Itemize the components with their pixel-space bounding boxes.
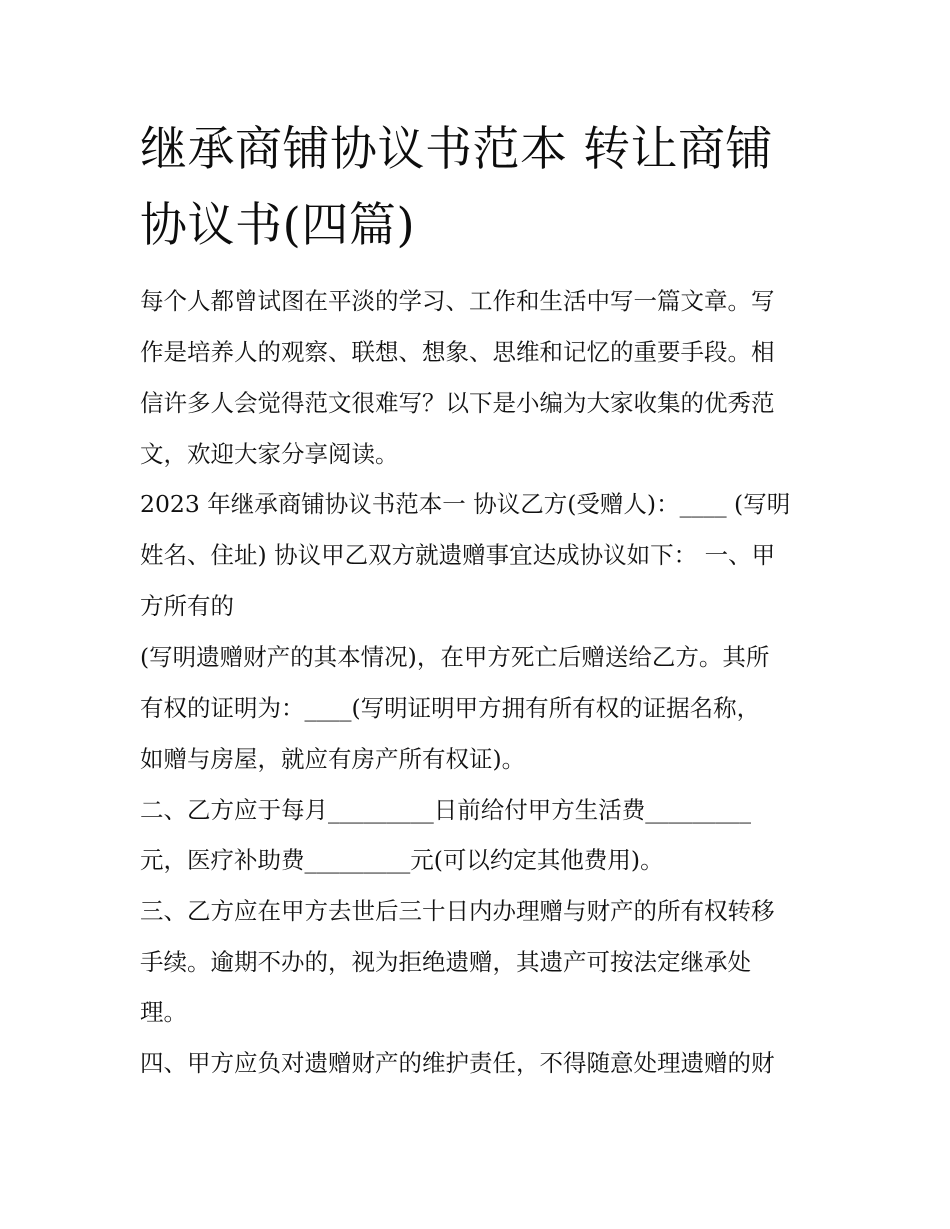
body-line: 四、甲方应负对遗赠财产的维护责任，不得随意处理遗赠的财 (140, 1049, 775, 1077)
body-line: 方所有的 (140, 592, 234, 620)
body-line: 理。 (140, 998, 187, 1026)
body-line: 元，医疗补助费_________元(可以约定其他费用)。 (140, 846, 664, 874)
body-line: 如赠与房屋，就应有房产所有权证)。 (140, 745, 526, 773)
body-line: 信许多人会觉得范文很难写？以下是小编为大家收集的优秀范 (140, 389, 775, 417)
title-line: 协议书(四篇) (140, 198, 416, 253)
body-line: (写明遗赠财产的其本情况)，在甲方死亡后赠送给乙方。其所 (140, 643, 770, 671)
body-line: 手续。逾期不办的，视为拒绝遗赠，其遗产可按法定继承处 (140, 948, 751, 976)
title-line: 继承商铺协议书范本 转让商铺 (140, 122, 773, 177)
body-line: 每个人都曾试图在平淡的学习、工作和生活中写一篇文章。写 (140, 287, 775, 315)
body-line: 2023 年继承商铺协议书范本一 协议乙方(受赠人)：____ (写明 (140, 490, 791, 518)
body-line: 作是培养人的观察、联想、想象、思维和记忆的重要手段。相 (140, 338, 775, 366)
body-line: 有权的证明为：____(写明证明甲方拥有所有权的证据名称， (140, 694, 761, 722)
body-line: 姓名、住址) 协议甲乙双方就遗赠事宜达成协议如下： 一、甲 (140, 541, 776, 569)
body-line: 二、乙方应于每月_________日前给付甲方生活费_________ (140, 796, 751, 824)
body-line: 三、乙方应在甲方去世后三十日内办理赠与财产的所有权转移 (140, 897, 775, 925)
document-title (140, 112, 820, 264)
body-line: 文，欢迎大家分享阅读。 (140, 440, 399, 468)
